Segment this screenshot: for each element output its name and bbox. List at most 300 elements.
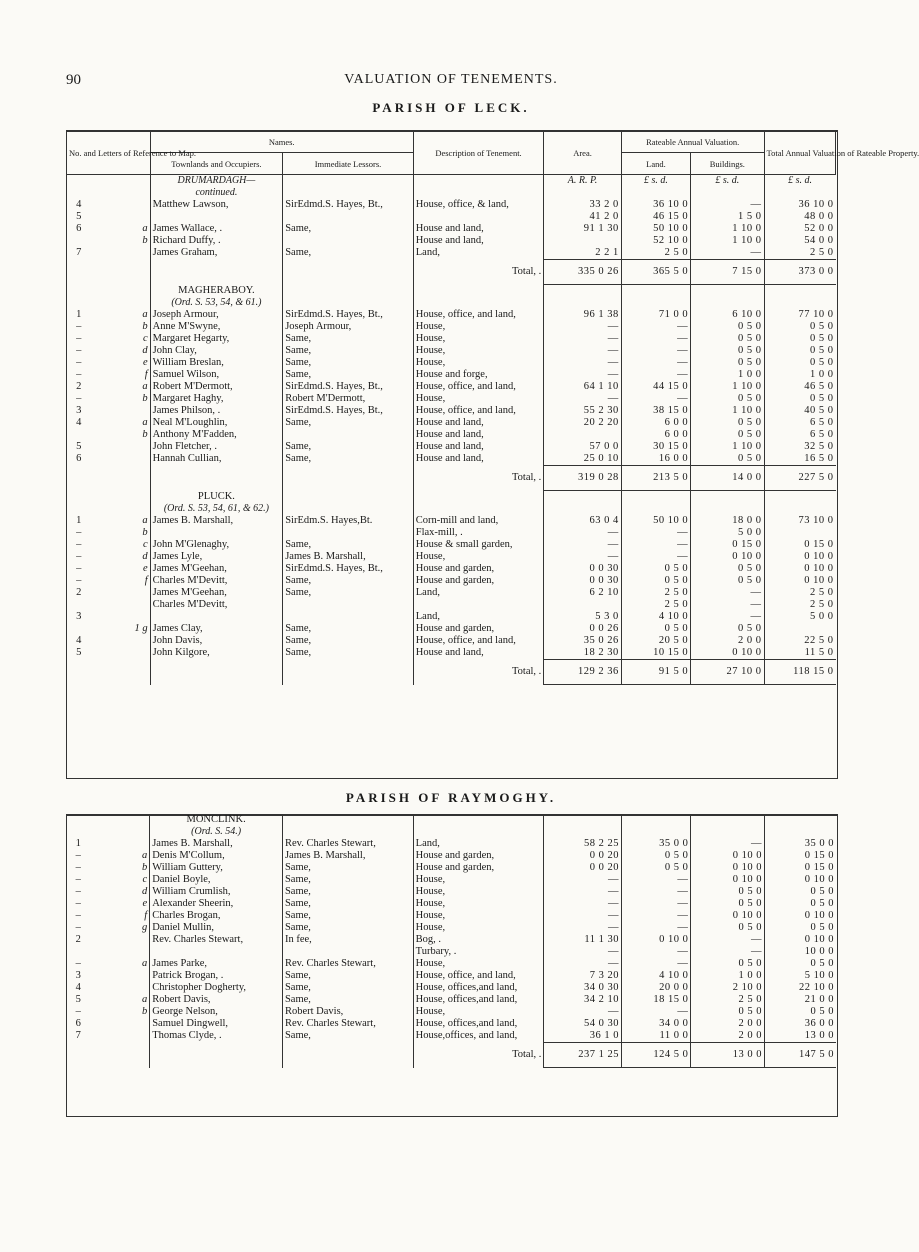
land-valuation: — <box>621 393 690 405</box>
area-value: 5 3 0 <box>544 611 622 623</box>
townland-heading <box>67 285 836 298</box>
land-valuation: — <box>621 874 690 886</box>
total-valuation: 0 15 0 <box>764 850 836 862</box>
spacer <box>283 491 414 504</box>
land-valuation: 0 5 0 <box>621 862 690 874</box>
buildings-valuation: 0 5 0 <box>691 922 765 934</box>
occupier-name: Richard Duffy, . <box>152 235 221 246</box>
immediate-lessor: Same, <box>283 333 414 345</box>
buildings-valuation: — <box>691 587 764 599</box>
area-value: — <box>544 321 622 333</box>
spacer <box>91 660 150 685</box>
spacer <box>621 826 690 838</box>
total-valuation: 10 0 0 <box>764 946 836 958</box>
immediate-lessor: Same, <box>283 453 414 466</box>
total-valuation: 5 0 0 <box>764 611 835 623</box>
spacer <box>91 175 150 188</box>
buildings-valuation: 1 10 0 <box>691 223 764 235</box>
land-valuation: — <box>621 333 690 345</box>
map-letter: 1 g <box>91 623 150 635</box>
townland-subheading <box>67 187 836 199</box>
immediate-lessor: Same, <box>283 623 414 635</box>
land-valuation: 50 10 0 <box>621 515 690 527</box>
total-land: 91 5 0 <box>621 660 690 685</box>
spacer <box>67 466 91 491</box>
total-valuation: 0 5 0 <box>764 1006 836 1018</box>
immediate-lessor: Same, <box>283 575 414 587</box>
buildings-valuation: 0 10 0 <box>691 551 764 563</box>
buildings-valuation: 6 10 0 <box>691 309 764 321</box>
map-letter: b <box>91 1006 150 1018</box>
land-valuation: — <box>621 357 690 369</box>
map-letter <box>91 405 150 417</box>
spacer <box>544 814 622 826</box>
total-label: Total, . <box>413 1043 544 1068</box>
table-row <box>67 417 836 429</box>
land-valuation: 0 5 0 <box>621 623 690 635</box>
area-value: 96 1 38 <box>544 309 622 321</box>
spacer <box>67 260 91 285</box>
total-property: 147 5 0 <box>764 1043 836 1068</box>
occupier-name: Rev. Charles Stewart, <box>152 934 244 945</box>
occupier-name <box>150 211 283 223</box>
table-row <box>67 309 836 321</box>
area-value: — <box>544 333 622 345</box>
total-area: 237 1 25 <box>544 1043 622 1068</box>
buildings-valuation: — <box>691 599 764 611</box>
map-number: 3 <box>76 405 82 416</box>
buildings-valuation: 2 0 0 <box>691 1030 765 1043</box>
valuation-table-raymoghy <box>66 814 836 1068</box>
townland-name: DRUMARDAGH— <box>177 175 256 186</box>
spacer <box>764 814 836 826</box>
table-row <box>67 333 836 345</box>
occupier-name: James Graham, <box>152 247 218 258</box>
occupier-name: Christopher Dogherty, <box>152 982 247 993</box>
total-buildings: 7 15 0 <box>691 260 764 285</box>
map-number <box>67 599 91 611</box>
occupier-name: Daniel Boyle, <box>152 874 211 885</box>
total-valuation: 2 5 0 <box>764 587 835 599</box>
total-area: 335 0 26 <box>544 260 622 285</box>
table-row <box>66 838 836 850</box>
spacer <box>691 814 765 826</box>
spacer <box>413 826 544 838</box>
land-valuation: — <box>621 551 690 563</box>
townland-subtitle: continued. <box>195 187 238 198</box>
buildings-valuation: 0 10 0 <box>691 850 765 862</box>
immediate-lessor: SirEdmd.S. Hayes, Bt., <box>283 199 414 211</box>
spacer <box>150 260 283 285</box>
parish-title: PARISH OF LECK. <box>372 100 530 115</box>
map-letter: a <box>91 850 150 862</box>
area-value: 63 0 4 <box>544 515 622 527</box>
table-row <box>67 563 836 575</box>
spacer <box>413 297 544 309</box>
area-value: 2 2 1 <box>544 247 622 260</box>
header-description: Description of Tenement. <box>413 131 544 175</box>
spacer <box>691 187 764 199</box>
tenement-description <box>413 599 544 611</box>
tenement-description: House, offices,and land, <box>413 982 544 994</box>
townland-subtitle: (Ord. S. 53, 54, & 61.) <box>171 297 262 308</box>
tenement-description: House and land, <box>413 429 544 441</box>
spacer <box>67 660 91 685</box>
townland-heading <box>67 491 836 504</box>
header-rateable: Rateable Annual Valuation. <box>621 131 764 153</box>
immediate-lessor: Same, <box>282 994 413 1006</box>
occupier-name: Matthew Lawson, <box>152 199 229 210</box>
occupier-name: Samuel Wilson, <box>152 369 220 380</box>
map-number: – <box>75 886 81 897</box>
spacer <box>91 814 150 826</box>
land-valuation: 4 10 0 <box>621 970 690 982</box>
occupier-name: John Davis, <box>152 635 203 646</box>
immediate-lessor: Same, <box>282 886 413 898</box>
map-number: – <box>75 958 81 969</box>
immediate-lessor: Same, <box>283 247 414 260</box>
buildings-valuation: 2 5 0 <box>691 994 765 1006</box>
buildings-valuation: 0 5 0 <box>691 417 764 429</box>
buildings-valuation: 0 5 0 <box>691 898 765 910</box>
buildings-valuation: 2 0 0 <box>691 1018 765 1030</box>
map-number: – <box>76 551 82 562</box>
occupier-name: James M'Geehan, <box>152 563 227 574</box>
header-no-letters: No. and Letters of Reference to Map. <box>67 131 151 175</box>
buildings-valuation: 1 10 0 <box>691 405 764 417</box>
table-row <box>67 647 836 660</box>
total-row <box>66 1043 836 1068</box>
immediate-lessor: SirEdmd.S. Hayes, Bt., <box>283 381 414 393</box>
tenement-description: House and land, <box>413 441 544 453</box>
total-valuation: 0 5 0 <box>764 886 836 898</box>
total-valuation: 13 0 0 <box>764 1030 836 1043</box>
map-letter: g <box>91 922 150 934</box>
occupier-name: Margaret Hegarty, <box>152 333 230 344</box>
map-letter: b <box>91 862 150 874</box>
area-value: 36 1 0 <box>544 1030 622 1043</box>
spacer <box>544 503 622 515</box>
area-value: 0 0 30 <box>544 575 622 587</box>
header-townlands: Townlands and Occupiers. <box>150 153 283 175</box>
area-value: 35 0 26 <box>544 635 622 647</box>
area-value: — <box>544 958 622 970</box>
total-valuation: 0 5 0 <box>764 393 835 405</box>
area-value: 34 2 10 <box>544 994 622 1006</box>
spacer <box>544 187 622 199</box>
map-number: – <box>75 910 81 921</box>
land-valuation: — <box>621 527 690 539</box>
map-letter <box>91 441 150 453</box>
occupier-name: Charles Brogan, <box>152 910 221 921</box>
tenement-description: House, <box>413 898 544 910</box>
occupier-name: James Philson, . <box>152 405 221 416</box>
spacer <box>283 260 414 285</box>
land-valuation: — <box>621 898 690 910</box>
buildings-valuation: 0 5 0 <box>691 958 765 970</box>
area-value: 0 0 26 <box>544 623 622 635</box>
spacer <box>764 297 835 309</box>
total-valuation: 0 10 0 <box>764 551 835 563</box>
total-area: 319 0 28 <box>544 466 622 491</box>
map-letter: b <box>91 393 150 405</box>
spacer <box>691 491 764 504</box>
townland-subheading <box>67 297 836 309</box>
occupier-name: James Clay, <box>152 623 203 634</box>
total-valuation: 52 0 0 <box>764 223 835 235</box>
immediate-lessor: Joseph Armour, <box>283 321 414 333</box>
land-valuation: 36 10 0 <box>621 199 690 211</box>
land-valuation: 44 15 0 <box>621 381 690 393</box>
table-row <box>66 862 836 874</box>
map-number: – <box>75 1006 81 1017</box>
tenement-description: House, office, & land, <box>413 199 544 211</box>
table-row <box>66 970 836 982</box>
immediate-lessor: Robert M'Dermott, <box>283 393 414 405</box>
table-row <box>67 405 836 417</box>
tenement-description: House and land, <box>413 235 544 247</box>
map-number: – <box>76 393 82 404</box>
occupier-name: James Parke, <box>152 958 208 969</box>
area-value: 25 0 10 <box>544 453 622 466</box>
total-land: 124 5 0 <box>621 1043 690 1068</box>
total-valuation: 73 10 0 <box>764 515 835 527</box>
total-buildings: 27 10 0 <box>691 660 764 685</box>
occupier-name: Alexander Sheerin, <box>152 898 234 909</box>
table-row <box>67 393 836 405</box>
map-number: 6 <box>76 453 82 464</box>
spacer <box>764 503 835 515</box>
occupier-name: William Guttery, <box>152 862 223 873</box>
spacer <box>283 175 414 188</box>
occupier-name: James B. Marshall, <box>152 838 233 849</box>
spacer <box>413 187 544 199</box>
buildings-valuation: — <box>691 199 764 211</box>
spacer <box>413 175 544 188</box>
map-number: 3 <box>75 970 81 981</box>
total-units: £ s. d. <box>764 175 835 188</box>
area-value: — <box>544 1006 622 1018</box>
total-valuation <box>764 527 835 539</box>
spacer <box>67 297 91 309</box>
tenement-description: House and garden, <box>413 862 544 874</box>
spacer <box>691 503 764 515</box>
land-valuation: — <box>621 910 690 922</box>
occupier-name: John Kilgore, <box>152 647 210 658</box>
occupier-name: James Lyle, <box>152 551 203 562</box>
table-row <box>67 453 836 466</box>
occupier-name: Anthony M'Fadden, <box>152 429 237 440</box>
spacer <box>282 826 413 838</box>
area-value: 20 2 20 <box>544 417 622 429</box>
tenement-description: House, <box>413 886 544 898</box>
tenement-description: Land, <box>413 611 544 623</box>
map-number: 4 <box>76 635 82 646</box>
area-value: 6 2 10 <box>544 587 622 599</box>
immediate-lessor: SirEdmd.S. Hayes, Bt., <box>283 405 414 417</box>
map-letter: c <box>91 333 150 345</box>
spacer <box>91 260 150 285</box>
buildings-valuation: 18 0 0 <box>691 515 764 527</box>
table-row <box>67 575 836 587</box>
map-letter: e <box>91 563 150 575</box>
table-row <box>66 1018 836 1030</box>
map-number: – <box>75 862 81 873</box>
spacer <box>544 491 622 504</box>
land-valuation: 30 15 0 <box>621 441 690 453</box>
land-valuation: 4 10 0 <box>621 611 690 623</box>
map-letter <box>91 453 150 466</box>
map-letter <box>91 946 150 958</box>
townland-heading <box>66 814 836 826</box>
tenement-description: House & small garden, <box>413 539 544 551</box>
total-valuation: 22 10 0 <box>764 982 836 994</box>
townland-subtitle: (Ord. S. 53, 54, 61, & 62.) <box>163 503 269 514</box>
immediate-lessor: James B. Marshall, <box>282 850 413 862</box>
spacer <box>91 285 150 298</box>
spacer <box>764 826 836 838</box>
total-area: 129 2 36 <box>544 660 622 685</box>
total-valuation: 0 10 0 <box>764 934 836 946</box>
total-buildings: 14 0 0 <box>691 466 764 491</box>
buildings-valuation: 1 0 0 <box>691 369 764 381</box>
townland-heading <box>67 175 836 188</box>
map-number <box>67 623 91 635</box>
area-value: — <box>544 369 622 381</box>
buildings-valuation: — <box>691 838 765 850</box>
header-buildings: Buildings. <box>691 153 764 175</box>
buildings-units: £ s. d. <box>691 175 764 188</box>
total-valuation: 0 5 0 <box>764 345 835 357</box>
tenement-description: House, offices,and land, <box>413 1018 544 1030</box>
immediate-lessor: Same, <box>283 417 414 429</box>
immediate-lessor: Same, <box>283 587 414 599</box>
occupier-name: John M'Glenaghy, <box>152 539 230 550</box>
tenement-description: House, <box>413 958 544 970</box>
spacer <box>282 1043 413 1068</box>
land-valuation: — <box>621 321 690 333</box>
map-letter: a <box>91 381 150 393</box>
tenement-description: House and land, <box>413 453 544 466</box>
occupier-name: John Clay, <box>152 345 197 356</box>
total-property: 118 15 0 <box>764 660 835 685</box>
spacer <box>544 285 622 298</box>
area-value: 54 0 30 <box>544 1018 622 1030</box>
table-row <box>67 623 836 635</box>
spacer <box>621 491 690 504</box>
table-row <box>67 369 836 381</box>
table-row <box>67 515 836 527</box>
land-valuation: 20 0 0 <box>621 982 690 994</box>
immediate-lessor <box>283 211 414 223</box>
map-number: 4 <box>76 417 82 428</box>
table-row <box>66 1030 836 1043</box>
occupier-name: Neal M'Loughlin, <box>152 417 228 428</box>
total-valuation: 35 0 0 <box>764 838 836 850</box>
map-letter <box>91 247 150 260</box>
spacer <box>66 826 91 838</box>
map-letter: b <box>91 321 150 333</box>
map-letter <box>91 599 150 611</box>
townland-subheading <box>67 503 836 515</box>
area-value <box>544 429 622 441</box>
buildings-valuation: 0 5 0 <box>691 453 764 466</box>
area-value: — <box>544 898 622 910</box>
page-header <box>66 72 836 92</box>
total-valuation: 0 10 0 <box>764 563 835 575</box>
tenement-description: House and land, <box>413 223 544 235</box>
total-valuation: 0 10 0 <box>764 910 836 922</box>
total-valuation: 40 5 0 <box>764 405 835 417</box>
immediate-lessor: In fee, <box>282 934 413 946</box>
buildings-valuation: 1 10 0 <box>691 235 764 247</box>
spacer <box>66 814 91 826</box>
map-letter <box>91 838 150 850</box>
area-value: 0 0 20 <box>544 850 622 862</box>
spacer <box>764 491 835 504</box>
map-number: – <box>75 898 81 909</box>
tenement-description: House,offices, and land, <box>413 1030 544 1043</box>
area-value: 7 3 20 <box>544 970 622 982</box>
map-number: 2 <box>76 381 82 392</box>
tenement-description: House and land, <box>413 647 544 660</box>
total-valuation: 21 0 0 <box>764 994 836 1006</box>
tenement-description: House, <box>413 910 544 922</box>
tenement-description: Land, <box>413 838 544 850</box>
spacer <box>91 297 150 309</box>
spacer <box>66 1043 91 1068</box>
total-valuation: 0 5 0 <box>764 922 836 934</box>
townland-subheading <box>66 826 836 838</box>
immediate-lessor: Same, <box>283 539 414 551</box>
table-row <box>67 235 836 247</box>
area-value <box>544 599 622 611</box>
area-value: — <box>544 393 622 405</box>
map-number: – <box>76 357 82 368</box>
land-valuation: 16 0 0 <box>621 453 690 466</box>
land-valuation: 11 0 0 <box>621 1030 690 1043</box>
immediate-lessor: Rev. Charles Stewart, <box>282 958 413 970</box>
land-valuation: 2 5 0 <box>621 247 690 260</box>
map-letter: d <box>91 886 150 898</box>
land-valuation: 71 0 0 <box>621 309 690 321</box>
total-valuation: 0 5 0 <box>764 958 836 970</box>
tenement-description: House, office, and land, <box>413 309 544 321</box>
tenement-description: House and land, <box>413 417 544 429</box>
total-valuation: 77 10 0 <box>764 309 835 321</box>
tenement-description: House and forge, <box>413 369 544 381</box>
spacer <box>91 826 150 838</box>
running-title: VALUATION OF TENEMENTS. <box>344 72 558 87</box>
table-row <box>67 599 836 611</box>
map-letter: c <box>91 874 150 886</box>
immediate-lessor <box>283 429 414 441</box>
spacer <box>67 503 91 515</box>
spacer <box>621 187 690 199</box>
immediate-lessor: Same, <box>282 898 413 910</box>
area-value: 0 0 20 <box>544 862 622 874</box>
table-row <box>66 958 836 970</box>
land-valuation: — <box>621 369 690 381</box>
spacer <box>283 466 414 491</box>
area-value: — <box>544 345 622 357</box>
tenement-description: House, office, and land, <box>413 381 544 393</box>
immediate-lessor: Same, <box>283 223 414 235</box>
total-valuation: 0 10 0 <box>764 874 836 886</box>
map-letter: c <box>91 539 150 551</box>
land-valuation: 0 5 0 <box>621 575 690 587</box>
map-number: 3 <box>76 611 82 622</box>
